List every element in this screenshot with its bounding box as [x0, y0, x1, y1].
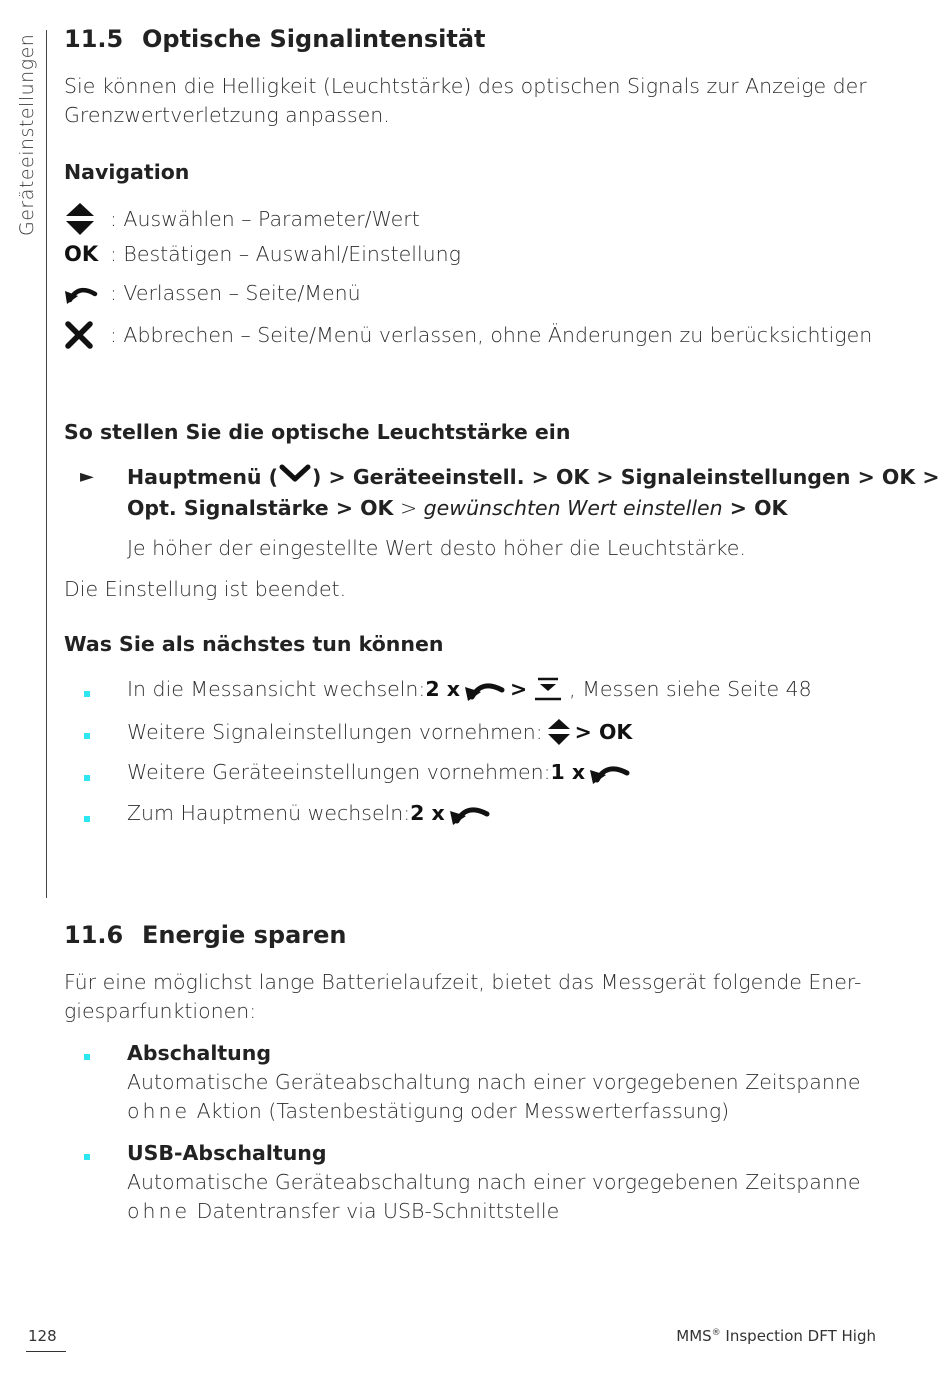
next-steps-heading: Was Sie als nächstes tun können — [64, 632, 444, 656]
bullet-marker — [84, 775, 90, 781]
section-title: Energie sparen — [142, 921, 347, 949]
next-step-item — [127, 760, 635, 784]
footer-rule — [26, 1351, 66, 1352]
nav-row-select — [64, 202, 420, 236]
navigation-heading: Navigation — [64, 160, 190, 184]
step-arrow: ► — [80, 466, 94, 487]
procedure-step — [127, 462, 940, 523]
back-arrow-icon — [64, 282, 110, 304]
nav-text: : Auswählen – Parameter/Wert — [110, 207, 420, 231]
measure-view-icon — [531, 676, 565, 702]
section-number: 11.6 — [64, 921, 124, 949]
section-number: 11.5 — [64, 25, 124, 53]
energy-item-usb — [127, 1139, 860, 1226]
nav-row-cancel — [64, 320, 872, 350]
back-arrow-icon — [464, 677, 506, 701]
bullet-marker — [84, 691, 90, 697]
procedure-done: Die Einstellung ist beendet. — [64, 577, 347, 601]
procedure-note: Je höher der eingestellte Wert desto höher die Leuchtstärke. — [127, 536, 746, 560]
section-11-5-heading — [64, 25, 486, 53]
section-11-6-intro — [64, 968, 861, 1026]
registered-mark: ® — [711, 1328, 721, 1338]
procedure-heading: So stellen Sie die optische Leuchtstärke ein — [64, 420, 571, 444]
nav-text: : Bestätigen – Auswahl/Einstellung — [110, 242, 461, 266]
step-separator: > — [393, 496, 424, 520]
section-11-5-intro — [64, 72, 867, 130]
side-margin-rule — [46, 30, 47, 898]
intro-line: Für eine möglichst lange Batterielaufzeit, bietet das Messgerät folgende Ener- — [64, 970, 862, 994]
emphasis-text: ohne — [127, 1199, 191, 1223]
item-text: Zum Hauptmenü wechseln: — [127, 801, 411, 825]
chapter-side-label: Geräteeinstellungen — [16, 33, 38, 236]
item-count: 2 x — [425, 677, 460, 701]
up-down-arrows-icon — [64, 202, 110, 236]
item-text: , Messen siehe Seite 48 — [569, 677, 812, 701]
footer-product-title — [676, 1327, 876, 1345]
bullet-marker — [84, 1154, 90, 1160]
brand: MMS — [676, 1327, 712, 1345]
energy-item-title: USB-Abschaltung — [127, 1141, 327, 1165]
item-separator: > — [509, 677, 528, 701]
emphasis-text: ohne — [127, 1099, 191, 1123]
intro-line: Sie können die Helligkeit (Leuchtstärke) des optischen Signals zur Anzeige der — [64, 74, 867, 98]
energy-item-title: Abschaltung — [127, 1041, 272, 1065]
cancel-x-icon — [64, 320, 110, 350]
step-text: Hauptmenü ( — [127, 465, 279, 489]
up-down-arrows-icon — [547, 718, 571, 746]
intro-line: giesparfunktionen: — [64, 999, 257, 1023]
step-text: > OK — [722, 496, 788, 520]
item-text: > OK — [574, 720, 633, 744]
nav-text: : Verlassen – Seite/Menü — [110, 281, 361, 305]
energy-item-text: Aktion (Tastenbestätigung oder Messwerterfassung) — [190, 1099, 730, 1123]
page-number: 128 — [28, 1327, 57, 1345]
nav-text: : Abbrechen – Seite/Menü verlassen, ohne Änderungen zu berücksichtigen — [110, 323, 873, 347]
back-arrow-icon — [589, 760, 631, 784]
next-step-item — [127, 676, 812, 702]
step-text: ) > Geräteeinstell. > OK > Signaleinstellungen > OK > — [312, 465, 940, 489]
energy-item-text: Datentransfer via USB-Schnittstelle — [190, 1199, 560, 1223]
ok-glyph: OK — [64, 242, 99, 266]
nav-row-confirm — [64, 242, 461, 266]
nav-row-leave — [64, 281, 361, 305]
item-text: Weitere Geräteeinstellungen vornehmen: — [127, 760, 551, 784]
intro-line: Grenzwertverletzung anpassen. — [64, 103, 390, 127]
section-title: Optische Signalintensität — [142, 25, 486, 53]
step-text: Opt. Signalstärke > OK — [127, 496, 394, 520]
back-arrow-icon — [449, 801, 491, 825]
energy-item-abschaltung — [127, 1039, 860, 1126]
item-text: Weitere Signaleinstellungen vornehmen: — [127, 720, 543, 744]
section-11-6-heading — [64, 921, 347, 949]
chevron-down-icon — [278, 463, 312, 493]
item-count: 1 x — [550, 760, 586, 784]
item-count: 2 x — [410, 801, 445, 825]
product-name: Inspection DFT High — [720, 1327, 876, 1345]
item-text: In die Messansicht wechseln: — [127, 677, 426, 701]
bullet-marker — [84, 1054, 90, 1060]
next-step-item — [127, 718, 632, 746]
next-step-item — [127, 801, 495, 825]
energy-item-text: Automatische Geräteabschaltung nach einer vorgegebenen Zeitspanne — [127, 1170, 861, 1194]
step-italic-text: gewünschten Wert einstellen — [423, 496, 723, 520]
bullet-marker — [84, 816, 90, 822]
bullet-marker — [84, 733, 90, 739]
energy-item-text: Automatische Geräteabschaltung nach einer vorgegebenen Zeitspanne — [127, 1070, 861, 1094]
